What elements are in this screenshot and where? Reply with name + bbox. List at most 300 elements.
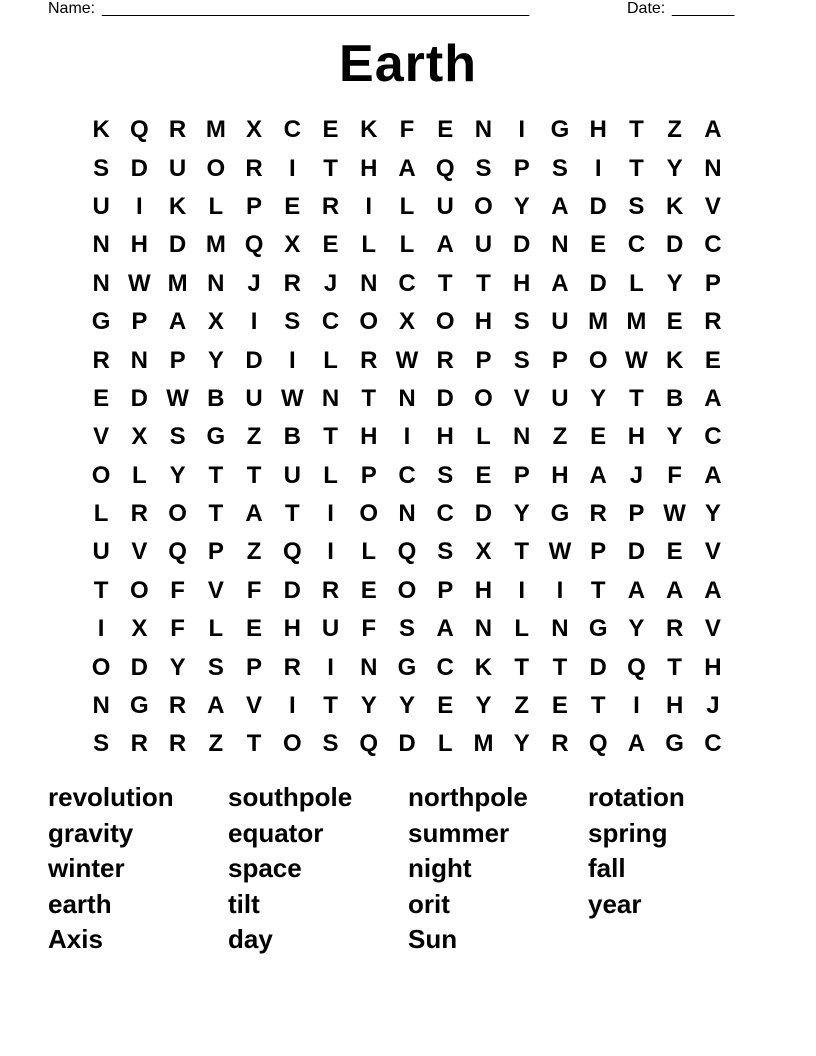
page-title: Earth: [339, 35, 477, 93]
grid-cell: B: [283, 423, 301, 451]
grid-cell: F: [170, 576, 185, 604]
grid-cell: M: [588, 308, 609, 336]
grid-cell: H: [360, 423, 378, 451]
grid-cell: H: [474, 576, 493, 604]
grid-cell: O: [282, 730, 302, 758]
grid-cell: H: [474, 308, 493, 336]
grid-cell: A: [551, 192, 569, 220]
grid-cell: R: [551, 730, 569, 758]
grid-cell: N: [92, 231, 110, 259]
grid-cell: N: [551, 615, 569, 643]
grid-cell: N: [92, 269, 110, 297]
grid-cell: A: [245, 500, 263, 528]
grid-cell: I: [288, 154, 296, 182]
grid-cell: O: [474, 192, 493, 220]
grid-cell: T: [667, 653, 682, 681]
grid-cell: X: [475, 538, 492, 566]
grid-cell: I: [556, 576, 564, 604]
grid-cell: V: [246, 692, 263, 720]
grid-cell: T: [476, 269, 491, 297]
grid-cell: G: [91, 308, 111, 336]
grid-cell: H: [704, 653, 722, 681]
grid-cell: K: [474, 653, 493, 681]
grid-cell: P: [513, 154, 530, 182]
grid-cell: T: [93, 576, 109, 604]
grid-cell: D: [589, 192, 607, 220]
grid-cell: R: [704, 308, 722, 336]
grid-cell: A: [665, 576, 684, 604]
grid-row: [82, 610, 732, 648]
grid-cell: T: [629, 154, 644, 182]
grid-cell: M: [473, 730, 494, 758]
grid-cell: W: [128, 269, 151, 297]
grid-cell: O: [130, 576, 149, 604]
word-search-grid: [82, 111, 732, 764]
grid-row: [82, 111, 732, 149]
grid-cell: K: [665, 346, 684, 374]
grid-cell: X: [284, 231, 301, 259]
grid-cell: Y: [666, 423, 683, 451]
grid-cell: G: [550, 500, 570, 528]
grid-cell: O: [91, 461, 111, 489]
grid-cell: W: [663, 500, 686, 528]
grid-row: [82, 687, 732, 725]
grid-row: [82, 418, 732, 456]
name-label: Name:: [48, 0, 96, 17]
word-list-item: winter: [48, 853, 125, 883]
grid-cell: O: [359, 500, 379, 528]
grid-row: [82, 725, 732, 763]
grid-cell: S: [322, 730, 339, 758]
word-list-item: night: [408, 853, 472, 883]
grid-cell: X: [131, 615, 148, 643]
grid-cell: E: [437, 116, 454, 144]
grid-cell: R: [589, 500, 607, 528]
grid-cell: K: [92, 116, 110, 144]
grid-cell: P: [246, 653, 263, 681]
grid-cell: R: [168, 116, 187, 144]
grid-row: [82, 149, 732, 187]
grid-row: [82, 495, 732, 533]
grid-cell: R: [168, 730, 187, 758]
word-list-item: revolution: [48, 782, 174, 812]
word-list-item: fall: [588, 853, 626, 883]
grid-cell: N: [92, 692, 110, 720]
grid-cell: T: [323, 423, 338, 451]
grid-cell: Q: [588, 730, 608, 758]
grid-cell: I: [403, 423, 411, 451]
grid-cell: U: [92, 192, 110, 220]
grid-cell: A: [207, 692, 225, 720]
grid-cell: Y: [628, 615, 645, 643]
grid-cell: V: [207, 576, 224, 604]
grid-cell: F: [246, 576, 262, 604]
grid-cell: S: [169, 423, 186, 451]
grid-cell: C: [436, 500, 454, 528]
grid-cell: T: [590, 576, 606, 604]
grid-cell: F: [399, 116, 415, 144]
grid-cell: D: [589, 653, 607, 681]
grid-cell: N: [360, 269, 378, 297]
grid-cell: D: [130, 154, 149, 182]
grid-cell: U: [168, 154, 187, 182]
grid-row: [82, 341, 732, 379]
grid-cell: D: [283, 576, 301, 604]
word-list-item: tilt: [228, 888, 260, 919]
grid-cell: T: [437, 269, 453, 297]
grid-cell: L: [323, 346, 338, 374]
grid-cell: A: [436, 615, 454, 643]
grid-cell: Z: [514, 692, 530, 720]
grid-cell: C: [704, 423, 722, 451]
grid-cell: R: [321, 576, 340, 604]
grid-cell: O: [397, 576, 417, 604]
grid-cell: B: [207, 384, 225, 412]
grid-cell: N: [398, 384, 416, 412]
grid-row: [82, 457, 732, 495]
grid-cell: E: [590, 231, 607, 259]
grid-cell: Z: [552, 423, 568, 451]
grid-cell: L: [132, 461, 147, 489]
grid-cell: Q: [168, 538, 187, 566]
grid-cell: P: [551, 346, 568, 374]
grid-cell: E: [704, 346, 721, 374]
word-list-item: orit: [408, 888, 450, 919]
grid-cell: S: [93, 730, 110, 758]
grid-cell: T: [246, 461, 262, 489]
grid-cell: Y: [169, 653, 186, 681]
grid-cell: Z: [667, 116, 682, 144]
grid-cell: L: [399, 231, 415, 259]
grid-cell: O: [206, 154, 226, 182]
grid-cell: E: [284, 192, 301, 220]
date-blank: _______: [672, 0, 735, 17]
word-list-item: space: [228, 853, 302, 883]
grid-cell: I: [250, 308, 258, 336]
grid-cell: Y: [666, 269, 683, 297]
grid-cell: T: [208, 500, 224, 528]
grid-cell: N: [474, 615, 493, 643]
grid-cell: Y: [398, 692, 415, 720]
grid-cell: E: [93, 384, 110, 412]
grid-cell: Q: [359, 730, 379, 758]
grid-cell: Z: [246, 423, 262, 451]
grid-cell: I: [97, 615, 105, 643]
grid-cell: O: [474, 384, 493, 412]
grid-cell: I: [594, 154, 602, 182]
grid-cell: R: [321, 192, 340, 220]
grid-cell: E: [360, 576, 377, 604]
grid-cell: S: [628, 192, 645, 220]
grid-cell: T: [246, 730, 262, 758]
grid-cell: T: [514, 538, 530, 566]
grid-cell: P: [628, 500, 645, 528]
grid-cell: E: [475, 461, 492, 489]
grid-cell: C: [627, 231, 646, 259]
grid-cell: D: [436, 384, 454, 412]
grid-cell: G: [588, 615, 608, 643]
grid-cell: H: [665, 692, 684, 720]
word-list: [48, 780, 768, 958]
grid-cell: S: [284, 308, 301, 336]
grid-cell: X: [398, 308, 415, 336]
grid-cell: P: [131, 308, 148, 336]
grid-cell: I: [518, 116, 526, 144]
grid-cell: E: [666, 538, 683, 566]
grid-cell: H: [360, 154, 378, 182]
grid-cell: R: [92, 346, 110, 374]
header: [48, 0, 748, 20]
grid-cell: Y: [207, 346, 224, 374]
grid-row: [82, 648, 732, 686]
grid-cell: S: [437, 461, 454, 489]
grid-cell: P: [475, 346, 492, 374]
grid-cell: N: [207, 269, 225, 297]
grid-cell: V: [513, 384, 530, 412]
grid-cell: H: [627, 423, 646, 451]
grid-cell: Y: [475, 692, 492, 720]
word-list-item: spring: [588, 817, 668, 848]
word-list-item: Axis: [48, 924, 103, 954]
grid-cell: E: [551, 692, 568, 720]
grid-cell: Y: [590, 384, 607, 412]
grid-cell: R: [283, 269, 301, 297]
word-list-item: equator: [228, 817, 324, 848]
grid-cell: T: [629, 384, 644, 412]
grid-cell: A: [704, 461, 722, 489]
grid-row: [82, 572, 732, 610]
grid-cell: N: [474, 116, 493, 144]
grid-cell: P: [437, 576, 454, 604]
grid-cell: U: [245, 384, 263, 412]
grid-cell: A: [436, 231, 454, 259]
word-list-item: rotation: [588, 782, 685, 812]
grid-cell: A: [589, 461, 607, 489]
grid-cell: N: [321, 384, 340, 412]
grid-cell: Q: [435, 154, 455, 182]
grid-cell: G: [550, 116, 570, 144]
grid-cell: O: [359, 308, 379, 336]
grid-cell: P: [169, 346, 186, 374]
grid-cell: S: [551, 154, 568, 182]
grid-cell: G: [206, 423, 226, 451]
grid-cell: C: [321, 308, 340, 336]
grid-cell: N: [130, 346, 149, 374]
grid-cell: I: [288, 692, 296, 720]
grid-cell: O: [91, 653, 111, 681]
grid-cell: U: [321, 615, 340, 643]
grid-cell: T: [208, 461, 224, 489]
grid-cell: U: [474, 231, 493, 259]
grid-cell: G: [397, 653, 417, 681]
word-list-item: day: [228, 924, 273, 954]
grid-cell: T: [590, 692, 606, 720]
grid-cell: X: [207, 308, 224, 336]
grid-cell: T: [284, 500, 300, 528]
grid-cell: L: [629, 269, 644, 297]
grid-cell: Q: [282, 538, 302, 566]
grid-cell: A: [704, 116, 722, 144]
grid-cell: L: [361, 231, 377, 259]
grid-cell: P: [704, 269, 721, 297]
grid-cell: C: [436, 653, 454, 681]
grid-cell: H: [283, 615, 301, 643]
grid-cell: W: [548, 538, 572, 566]
grid-cell: Y: [704, 500, 721, 528]
grid-cell: C: [398, 269, 416, 297]
grid-cell: D: [474, 500, 493, 528]
grid-cell: Q: [244, 231, 264, 259]
grid-cell: V: [93, 423, 110, 451]
grid-cell: P: [207, 538, 224, 566]
word-list-item: year: [588, 888, 642, 919]
grid-cell: W: [166, 384, 189, 412]
grid-cell: T: [514, 653, 530, 681]
grid-cell: S: [398, 615, 415, 643]
grid-cell: G: [130, 692, 149, 720]
word-list-item: summer: [408, 817, 510, 848]
grid-cell: W: [395, 346, 419, 374]
grid-cell: N: [398, 500, 416, 528]
grid-cell: C: [704, 231, 722, 259]
grid-cell: E: [246, 615, 263, 643]
grid-cell: T: [552, 653, 568, 681]
grid-cell: A: [168, 308, 187, 336]
grid-cell: K: [168, 192, 187, 220]
grid-cell: D: [665, 231, 684, 259]
grid-cell: I: [633, 692, 640, 720]
grid-cell: L: [476, 423, 491, 451]
word-list-item: southpole: [228, 782, 353, 812]
date-label: Date:: [627, 0, 666, 17]
grid-cell: O: [168, 500, 187, 528]
grid-cell: T: [361, 384, 377, 412]
grid-cell: V: [131, 538, 148, 566]
grid-cell: H: [436, 423, 454, 451]
grid-cell: D: [130, 384, 149, 412]
grid-cell: F: [170, 615, 185, 643]
grid-cell: S: [513, 346, 530, 374]
grid-cell: I: [365, 192, 373, 220]
grid-cell: M: [205, 116, 226, 144]
grid-cell: S: [475, 154, 492, 182]
grid-cell: P: [513, 461, 530, 489]
grid-cell: D: [513, 231, 531, 259]
grid-cell: L: [208, 192, 224, 220]
grid-cell: L: [361, 538, 377, 566]
grid-cell: I: [327, 500, 334, 528]
grid-cell: D: [168, 231, 187, 259]
grid-cell: V: [704, 538, 721, 566]
grid-cell: W: [280, 384, 304, 412]
grid-cell: O: [435, 308, 455, 336]
grid-row: [82, 533, 732, 571]
grid-cell: Y: [513, 500, 530, 528]
grid-cell: P: [590, 538, 607, 566]
grid-cell: R: [130, 500, 149, 528]
word-list-item: gravity: [48, 817, 134, 848]
grid-cell: R: [168, 692, 187, 720]
grid-cell: N: [513, 423, 531, 451]
grid-cell: D: [398, 730, 416, 758]
grid-cell: H: [551, 461, 569, 489]
word-list-item: earth: [48, 888, 112, 919]
grid-cell: I: [288, 346, 296, 374]
grid-cell: N: [704, 154, 722, 182]
grid-cell: A: [627, 730, 646, 758]
word-list-item: Sun: [408, 924, 458, 954]
grid-cell: E: [590, 423, 607, 451]
grid-cell: E: [666, 308, 683, 336]
grid-cell: J: [247, 269, 261, 297]
grid-cell: A: [627, 576, 646, 604]
grid-cell: D: [627, 538, 646, 566]
grid-cell: L: [514, 615, 530, 643]
grid-cell: S: [207, 653, 224, 681]
grid-cell: U: [283, 461, 301, 489]
grid-cell: R: [245, 154, 263, 182]
grid-cell: W: [625, 346, 648, 374]
grid-cell: L: [93, 500, 109, 528]
grid-cell: C: [704, 730, 722, 758]
grid-cell: T: [629, 116, 644, 144]
grid-cell: Y: [666, 154, 683, 182]
grid-row: [82, 380, 732, 418]
grid-cell: N: [551, 231, 569, 259]
grid-cell: M: [167, 269, 188, 297]
grid-cell: L: [208, 615, 224, 643]
grid-cell: U: [436, 192, 454, 220]
grid-cell: E: [437, 692, 454, 720]
grid-cell: T: [323, 692, 338, 720]
grid-cell: P: [360, 461, 377, 489]
grid-cell: X: [246, 116, 263, 144]
grid-cell: U: [551, 308, 569, 336]
grid-cell: J: [323, 269, 338, 297]
grid-cell: G: [665, 730, 684, 758]
grid-cell: Q: [627, 653, 646, 681]
grid-cell: V: [704, 192, 721, 220]
grid-cell: J: [706, 692, 720, 720]
grid-cell: P: [246, 192, 263, 220]
grid-cell: B: [665, 384, 684, 412]
grid-cell: A: [704, 576, 722, 604]
grid-row: [82, 265, 732, 303]
grid-cell: I: [327, 653, 334, 681]
grid-cell: L: [323, 461, 338, 489]
grid-row: [82, 226, 732, 264]
grid-cell: Y: [360, 692, 377, 720]
grid-cell: R: [436, 346, 454, 374]
grid-cell: H: [130, 231, 149, 259]
grid-cell: R: [283, 653, 301, 681]
grid-cell: Z: [208, 730, 224, 758]
grid-cell: E: [322, 116, 339, 144]
grid-cell: I: [327, 538, 334, 566]
grid-cell: L: [399, 192, 415, 220]
grid-cell: J: [629, 461, 644, 489]
grid-row: [82, 303, 732, 341]
grid-cell: R: [665, 615, 684, 643]
grid-cell: A: [551, 269, 569, 297]
name-blank: ________________________________________________: [102, 0, 530, 17]
grid-cell: S: [93, 154, 110, 182]
grid-cell: K: [360, 116, 378, 144]
grid-cell: F: [361, 615, 377, 643]
grid-cell: C: [398, 461, 416, 489]
grid-cell: Y: [169, 461, 186, 489]
grid-cell: S: [513, 308, 530, 336]
